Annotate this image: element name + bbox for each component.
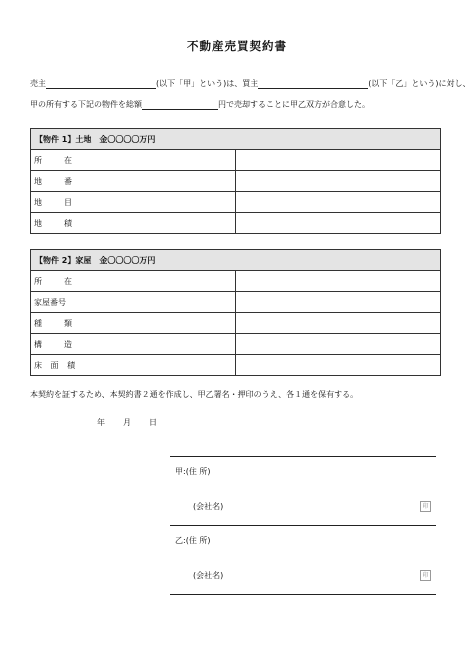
property-2-value-type[interactable] (236, 313, 441, 334)
property-2-value-house-number[interactable] (236, 292, 441, 313)
total-price-suffix: 円で売却することに甲乙双方が合意した。 (218, 100, 370, 109)
buyer-suffix: (以下「乙」という)に対し、 (368, 79, 471, 88)
property-1-value-land-area[interactable] (236, 213, 441, 234)
party-a-company-label: (会社名) (193, 502, 224, 511)
property-2-label-floor-area: 床 面 積 (31, 355, 236, 376)
total-price-prefix: 甲の所有する下記の物件を総額 (30, 100, 142, 109)
total-price-blank[interactable] (142, 100, 218, 110)
property-2-table (30, 249, 441, 376)
property-1-value-land-category[interactable] (236, 192, 441, 213)
party-a-label: 甲: (175, 467, 186, 476)
property-2-label-location: 所 在 (31, 271, 236, 292)
property-2-label-house-number: 家屋番号 (31, 292, 236, 313)
seller-name-blank[interactable] (46, 79, 156, 89)
signature-a-party (175, 466, 211, 477)
document-title: 不動産売買契約書 (187, 39, 287, 53)
signature-bottom-line (170, 594, 436, 595)
property-2-value-location[interactable] (236, 271, 441, 292)
signature-b-party (175, 535, 211, 546)
party-a-address-label: (住 所) (185, 467, 211, 476)
party-b-company-label: (会社名) (193, 571, 224, 580)
property-2-value-structure[interactable] (236, 334, 441, 355)
closing-statement: 本契約を証するため、本契約書２通を作成し、甲乙署名・押印のうえ、各１通を保有する。 (30, 390, 359, 399)
property-1-label-land-area: 地 積 (31, 213, 236, 234)
party-b-label: 乙: (175, 536, 186, 545)
property-1-value-location[interactable] (236, 150, 441, 171)
buyer-name-blank[interactable] (258, 79, 368, 89)
signature-a-top-line (170, 456, 436, 457)
intro-line-1 (30, 78, 471, 89)
property-2-header: 【物件 2】家屋 金〇〇〇〇万円 (31, 250, 441, 271)
party-b-address-label: (住 所) (185, 536, 211, 545)
property-1-label-location: 所 在 (31, 150, 236, 171)
property-1-table (30, 128, 441, 234)
signature-divider-line (170, 525, 436, 526)
date-line (97, 417, 175, 428)
property-1-header: 【物件 1】土地 金〇〇〇〇万円 (31, 129, 441, 150)
date-day: 日 (149, 418, 157, 427)
property-1-label-land-category: 地 目 (31, 192, 236, 213)
seller-suffix: (以下「甲」という)は、買主 (156, 79, 259, 88)
property-1-label-lot-number: 地 番 (31, 171, 236, 192)
party-a-seal-icon: 印 (420, 501, 431, 512)
party-b-seal-icon: 印 (420, 570, 431, 581)
seller-label: 売主 (30, 79, 46, 88)
property-2-label-type: 種 類 (31, 313, 236, 334)
date-month: 月 (123, 418, 131, 427)
property-2-label-structure: 構 造 (31, 334, 236, 355)
date-year: 年 (97, 418, 105, 427)
property-1-value-lot-number[interactable] (236, 171, 441, 192)
intro-line-2 (30, 99, 450, 110)
property-2-value-floor-area[interactable] (236, 355, 441, 376)
